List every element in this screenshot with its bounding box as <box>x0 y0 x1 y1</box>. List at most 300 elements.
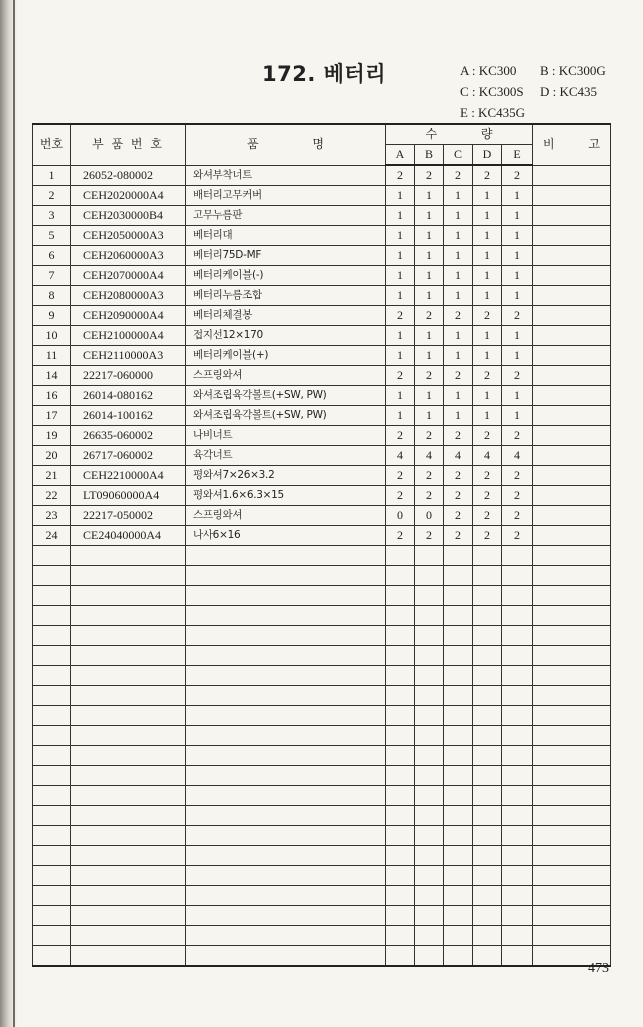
row-no: 10 <box>33 326 71 346</box>
empty-cell <box>444 766 473 786</box>
row-remarks <box>533 406 611 426</box>
table-row <box>33 526 611 546</box>
table-row <box>33 165 611 186</box>
model-label-b: B : KC300G <box>540 63 606 78</box>
empty-cell <box>186 706 386 726</box>
row-part-no: CEH2110000A3 <box>71 346 186 366</box>
empty-cell <box>502 706 533 726</box>
empty-cell <box>186 826 386 846</box>
row-qty-b: 4 <box>415 446 444 466</box>
row-qty-a: 1 <box>386 326 415 346</box>
row-part-name: 스프링와셔 <box>186 506 386 526</box>
empty-cell <box>33 886 71 906</box>
header-qty-a: A <box>386 145 415 166</box>
row-part-no: CE24040000A4 <box>71 526 186 546</box>
row-remarks <box>533 326 611 346</box>
empty-cell <box>71 706 186 726</box>
row-qty-a: 1 <box>386 266 415 286</box>
row-qty-c: 1 <box>444 246 473 266</box>
empty-cell <box>186 846 386 866</box>
empty-cell <box>502 766 533 786</box>
empty-cell <box>186 746 386 766</box>
empty-cell <box>33 726 71 746</box>
row-qty-a: 1 <box>386 346 415 366</box>
row-part-no: LT09060000A4 <box>71 486 186 506</box>
empty-cell <box>444 946 473 967</box>
empty-cell <box>71 826 186 846</box>
empty-cell <box>473 886 502 906</box>
row-no: 16 <box>33 386 71 406</box>
row-qty-d: 4 <box>473 446 502 466</box>
empty-cell <box>415 926 444 946</box>
row-remarks <box>533 306 611 326</box>
row-qty-e: 1 <box>502 246 533 266</box>
empty-cell <box>186 786 386 806</box>
row-remarks <box>533 426 611 446</box>
empty-cell <box>473 806 502 826</box>
empty-cell <box>502 666 533 686</box>
empty-table-row <box>33 906 611 926</box>
empty-cell <box>415 806 444 826</box>
empty-cell <box>444 626 473 646</box>
empty-cell <box>444 906 473 926</box>
empty-cell <box>186 946 386 967</box>
row-no: 14 <box>33 366 71 386</box>
row-part-name: 와셔조립육각볼트(+SW, PW) <box>186 386 386 406</box>
empty-table-row <box>33 766 611 786</box>
empty-cell <box>533 846 611 866</box>
empty-cell <box>415 566 444 586</box>
row-part-no: 26635-060002 <box>71 426 186 446</box>
empty-table-row <box>33 786 611 806</box>
row-qty-e: 1 <box>502 206 533 226</box>
row-qty-a: 1 <box>386 386 415 406</box>
row-part-name: 고무누름판 <box>186 206 386 226</box>
row-qty-d: 2 <box>473 486 502 506</box>
empty-cell <box>444 646 473 666</box>
header-name: 품 명 <box>186 124 386 165</box>
row-qty-b: 1 <box>415 386 444 406</box>
row-qty-d: 2 <box>473 165 502 186</box>
row-qty-b: 1 <box>415 346 444 366</box>
row-qty-e: 1 <box>502 186 533 206</box>
empty-cell <box>444 866 473 886</box>
empty-cell <box>386 586 415 606</box>
empty-cell <box>502 686 533 706</box>
row-part-name: 베터리케이블(+) <box>186 346 386 366</box>
row-qty-a: 2 <box>386 366 415 386</box>
empty-cell <box>33 846 71 866</box>
row-part-no: CEH2050000A3 <box>71 226 186 246</box>
empty-cell <box>186 646 386 666</box>
row-no: 2 <box>33 186 71 206</box>
row-qty-a: 2 <box>386 426 415 446</box>
empty-table-row <box>33 546 611 566</box>
empty-cell <box>415 846 444 866</box>
row-qty-a: 1 <box>386 226 415 246</box>
empty-cell <box>502 606 533 626</box>
empty-cell <box>386 826 415 846</box>
empty-cell <box>186 766 386 786</box>
empty-cell <box>473 566 502 586</box>
row-qty-b: 1 <box>415 326 444 346</box>
row-remarks <box>533 226 611 246</box>
empty-cell <box>33 626 71 646</box>
empty-cell <box>33 546 71 566</box>
empty-cell <box>533 926 611 946</box>
row-part-no: 26014-100162 <box>71 406 186 426</box>
empty-cell <box>33 566 71 586</box>
row-qty-a: 2 <box>386 486 415 506</box>
row-part-no: 26052-080002 <box>71 165 186 186</box>
row-qty-e: 2 <box>502 486 533 506</box>
empty-cell <box>415 706 444 726</box>
page-title: 172. 베터리 <box>262 62 386 86</box>
empty-cell <box>444 846 473 866</box>
row-qty-c: 1 <box>444 286 473 306</box>
empty-cell <box>71 546 186 566</box>
empty-cell <box>473 666 502 686</box>
row-part-no: 22217-060000 <box>71 366 186 386</box>
empty-cell <box>473 686 502 706</box>
header-part-no: 부 품 번 호 <box>71 124 186 165</box>
row-no: 3 <box>33 206 71 226</box>
empty-cell <box>502 546 533 566</box>
row-part-name: 베터리케이블(-) <box>186 266 386 286</box>
empty-cell <box>386 686 415 706</box>
row-qty-b: 2 <box>415 466 444 486</box>
row-qty-b: 1 <box>415 246 444 266</box>
row-qty-b: 2 <box>415 426 444 446</box>
empty-cell <box>415 886 444 906</box>
empty-cell <box>473 586 502 606</box>
empty-cell <box>386 886 415 906</box>
empty-table-row <box>33 866 611 886</box>
empty-cell <box>502 726 533 746</box>
row-remarks <box>533 366 611 386</box>
empty-cell <box>473 766 502 786</box>
row-qty-b: 1 <box>415 266 444 286</box>
table-row <box>33 506 611 526</box>
parts-table-body <box>33 165 611 966</box>
empty-cell <box>71 766 186 786</box>
empty-cell <box>444 746 473 766</box>
empty-cell <box>444 806 473 826</box>
empty-cell <box>502 626 533 646</box>
empty-cell <box>502 906 533 926</box>
empty-table-row <box>33 926 611 946</box>
empty-cell <box>71 906 186 926</box>
empty-cell <box>186 886 386 906</box>
empty-cell <box>533 826 611 846</box>
row-qty-b: 1 <box>415 206 444 226</box>
row-qty-b: 1 <box>415 186 444 206</box>
row-no: 6 <box>33 246 71 266</box>
table-row <box>33 206 611 226</box>
row-qty-e: 4 <box>502 446 533 466</box>
empty-cell <box>502 886 533 906</box>
row-qty-c: 2 <box>444 506 473 526</box>
row-no: 20 <box>33 446 71 466</box>
row-part-no: 26014-080162 <box>71 386 186 406</box>
empty-cell <box>415 906 444 926</box>
row-qty-a: 2 <box>386 526 415 546</box>
empty-cell <box>186 566 386 586</box>
row-qty-e: 2 <box>502 466 533 486</box>
row-qty-c: 2 <box>444 366 473 386</box>
row-remarks <box>533 286 611 306</box>
row-part-no: CEH2070000A4 <box>71 266 186 286</box>
row-qty-b: 1 <box>415 406 444 426</box>
row-part-name: 베터리체결봉 <box>186 306 386 326</box>
empty-cell <box>473 706 502 726</box>
empty-cell <box>71 946 186 967</box>
empty-cell <box>444 786 473 806</box>
empty-cell <box>186 686 386 706</box>
row-qty-c: 1 <box>444 346 473 366</box>
empty-cell <box>71 846 186 866</box>
header-qty-d: D <box>473 145 502 166</box>
empty-cell <box>415 646 444 666</box>
empty-cell <box>533 586 611 606</box>
empty-table-row <box>33 686 611 706</box>
row-qty-e: 1 <box>502 386 533 406</box>
empty-cell <box>186 806 386 826</box>
empty-cell <box>386 766 415 786</box>
row-part-name: 나비너트 <box>186 426 386 446</box>
empty-cell <box>33 866 71 886</box>
row-no: 8 <box>33 286 71 306</box>
row-qty-d: 2 <box>473 526 502 546</box>
row-qty-d: 2 <box>473 366 502 386</box>
row-remarks <box>533 266 611 286</box>
empty-cell <box>444 726 473 746</box>
empty-cell <box>71 806 186 826</box>
empty-cell <box>386 746 415 766</box>
row-no: 9 <box>33 306 71 326</box>
row-part-name: 와셔조립육각볼트(+SW, PW) <box>186 406 386 426</box>
row-qty-d: 1 <box>473 386 502 406</box>
row-qty-e: 2 <box>502 526 533 546</box>
empty-cell <box>386 786 415 806</box>
row-qty-e: 1 <box>502 346 533 366</box>
row-part-name: 평와셔7×26×3.2 <box>186 466 386 486</box>
row-qty-a: 1 <box>386 246 415 266</box>
empty-cell <box>415 586 444 606</box>
table-row <box>33 406 611 426</box>
row-qty-e: 1 <box>502 326 533 346</box>
empty-cell <box>386 866 415 886</box>
empty-cell <box>415 606 444 626</box>
empty-cell <box>71 586 186 606</box>
header-qty-b: B <box>415 145 444 166</box>
empty-cell <box>533 866 611 886</box>
empty-cell <box>473 726 502 746</box>
row-qty-d: 1 <box>473 206 502 226</box>
empty-table-row <box>33 946 611 967</box>
empty-cell <box>186 606 386 626</box>
empty-cell <box>533 906 611 926</box>
row-qty-e: 2 <box>502 366 533 386</box>
empty-table-row <box>33 586 611 606</box>
empty-cell <box>473 646 502 666</box>
row-qty-a: 1 <box>386 206 415 226</box>
empty-cell <box>502 846 533 866</box>
row-no: 23 <box>33 506 71 526</box>
row-remarks <box>533 466 611 486</box>
empty-cell <box>415 626 444 646</box>
row-qty-b: 2 <box>415 306 444 326</box>
empty-cell <box>33 586 71 606</box>
empty-cell <box>415 686 444 706</box>
row-qty-c: 1 <box>444 266 473 286</box>
empty-table-row <box>33 626 611 646</box>
empty-cell <box>444 666 473 686</box>
row-qty-b: 1 <box>415 226 444 246</box>
row-part-no: 22217-050002 <box>71 506 186 526</box>
row-qty-e: 1 <box>502 226 533 246</box>
row-qty-d: 1 <box>473 346 502 366</box>
empty-cell <box>386 926 415 946</box>
row-no: 1 <box>33 165 71 186</box>
row-qty-a: 1 <box>386 286 415 306</box>
empty-cell <box>71 866 186 886</box>
row-qty-d: 2 <box>473 306 502 326</box>
empty-cell <box>415 866 444 886</box>
empty-cell <box>415 726 444 746</box>
empty-cell <box>71 646 186 666</box>
empty-table-row <box>33 666 611 686</box>
empty-cell <box>473 926 502 946</box>
row-qty-c: 2 <box>444 486 473 506</box>
row-qty-a: 1 <box>386 186 415 206</box>
empty-cell <box>71 566 186 586</box>
empty-cell <box>473 746 502 766</box>
empty-cell <box>444 586 473 606</box>
header-qty-c: C <box>444 145 473 166</box>
empty-cell <box>473 946 502 967</box>
row-part-name: 와셔부착너트 <box>186 165 386 186</box>
empty-table-row <box>33 826 611 846</box>
empty-cell <box>71 746 186 766</box>
row-remarks <box>533 446 611 466</box>
row-part-no: CEH2030000B4 <box>71 206 186 226</box>
row-qty-a: 2 <box>386 165 415 186</box>
binding-line <box>13 0 15 1027</box>
row-no: 5 <box>33 226 71 246</box>
empty-cell <box>444 886 473 906</box>
row-part-no: CEH2210000A4 <box>71 466 186 486</box>
empty-table-row <box>33 706 611 726</box>
empty-cell <box>473 846 502 866</box>
empty-table-row <box>33 606 611 626</box>
row-qty-e: 1 <box>502 286 533 306</box>
row-qty-c: 2 <box>444 165 473 186</box>
empty-cell <box>186 926 386 946</box>
empty-cell <box>386 646 415 666</box>
empty-cell <box>473 546 502 566</box>
empty-table-row <box>33 566 611 586</box>
row-part-no: CEH2080000A3 <box>71 286 186 306</box>
header-no: 번호 <box>33 124 71 165</box>
empty-cell <box>386 626 415 646</box>
table-row <box>33 426 611 446</box>
empty-cell <box>386 946 415 967</box>
row-remarks <box>533 165 611 186</box>
empty-cell <box>533 706 611 726</box>
empty-cell <box>386 606 415 626</box>
row-qty-d: 1 <box>473 186 502 206</box>
table-row <box>33 226 611 246</box>
empty-cell <box>533 566 611 586</box>
row-qty-d: 1 <box>473 406 502 426</box>
row-qty-d: 1 <box>473 266 502 286</box>
empty-cell <box>444 826 473 846</box>
row-qty-e: 2 <box>502 165 533 186</box>
model-label-c: C : KC300S <box>460 84 524 99</box>
empty-table-row <box>33 806 611 826</box>
empty-table-row <box>33 726 611 746</box>
table-row <box>33 266 611 286</box>
empty-cell <box>386 666 415 686</box>
empty-cell <box>386 846 415 866</box>
empty-table-row <box>33 846 611 866</box>
row-part-no: CEH2100000A4 <box>71 326 186 346</box>
empty-cell <box>186 906 386 926</box>
empty-cell <box>71 786 186 806</box>
row-qty-c: 1 <box>444 186 473 206</box>
row-qty-c: 1 <box>444 206 473 226</box>
empty-cell <box>33 766 71 786</box>
row-part-no: CEH2090000A4 <box>71 306 186 326</box>
empty-cell <box>502 786 533 806</box>
empty-cell <box>71 926 186 946</box>
empty-cell <box>473 606 502 626</box>
row-qty-d: 1 <box>473 326 502 346</box>
row-qty-b: 1 <box>415 286 444 306</box>
empty-cell <box>444 566 473 586</box>
table-row <box>33 246 611 266</box>
empty-cell <box>533 766 611 786</box>
empty-cell <box>502 946 533 967</box>
row-qty-b: 2 <box>415 526 444 546</box>
page-number: 473 <box>588 961 609 976</box>
row-part-name: 접지선12×170 <box>186 326 386 346</box>
row-qty-e: 2 <box>502 506 533 526</box>
empty-cell <box>386 546 415 566</box>
row-qty-e: 1 <box>502 406 533 426</box>
table-row <box>33 446 611 466</box>
row-qty-c: 1 <box>444 386 473 406</box>
empty-cell <box>33 926 71 946</box>
row-remarks <box>533 206 611 226</box>
empty-cell <box>33 646 71 666</box>
empty-cell <box>71 686 186 706</box>
row-part-no: CEH2060000A3 <box>71 246 186 266</box>
empty-cell <box>71 666 186 686</box>
empty-cell <box>386 726 415 746</box>
empty-cell <box>473 866 502 886</box>
row-qty-a: 4 <box>386 446 415 466</box>
row-part-name: 배터리고무커버 <box>186 186 386 206</box>
model-label-e: E : KC435G <box>460 105 525 120</box>
empty-cell <box>533 666 611 686</box>
table-row <box>33 366 611 386</box>
row-remarks <box>533 246 611 266</box>
empty-cell <box>71 726 186 746</box>
empty-cell <box>71 886 186 906</box>
row-remarks <box>533 186 611 206</box>
